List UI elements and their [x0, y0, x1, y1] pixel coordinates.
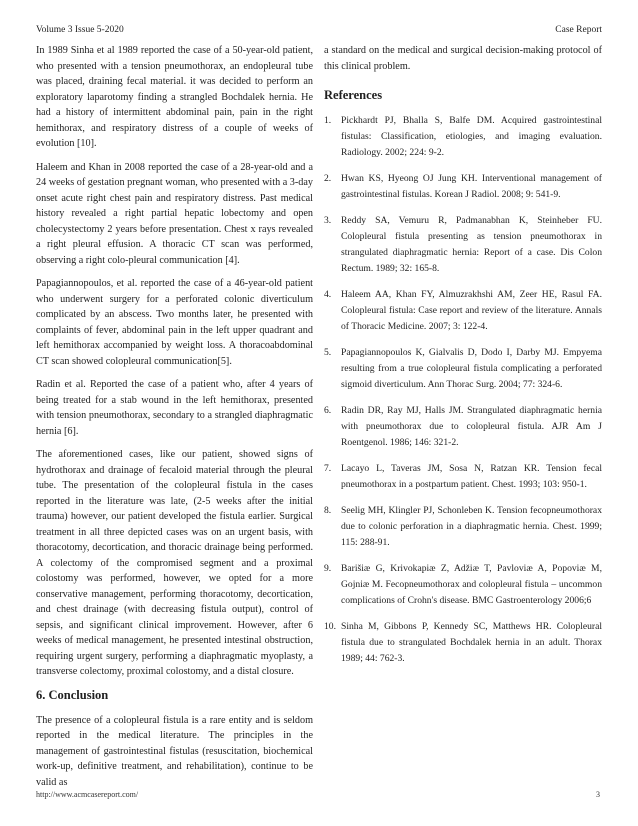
- journal-volume: Volume 3 Issue 5-2020: [36, 25, 124, 35]
- reference-number: 5.: [324, 347, 332, 358]
- reference-item: [324, 287, 602, 335]
- body-paragraph: In 1989 Sinha et al 1989 reported the case of a 50-year-old patient, who presented with a tension pneumothorax, an endopleural tube was placed, draining fecal material. it was decided to perform an exploratory laparotomy finding a strangled Bochdalek hernia. He had a history of intermittent abdominal pain, pain in the right hemithorax, and respiratory distress of a couple of weeks of evolution [10].: [36, 45, 313, 149]
- conclusion-continuation: a standard on the medical and surgical decision-making protocol of this clinical problem.: [324, 45, 602, 72]
- reference-text: Radin DR, Ray MJ, Halls JM. Strangulated diaphragmatic hernia with pneumothorax due to colopleural fistula. AJR Am J Roentgenol. 1986; 146: 321-2.: [341, 405, 602, 448]
- reference-number: 1.: [324, 115, 332, 126]
- reference-text: Seelig MH, Klingler PJ, Schonleben K. Tension fecopneumothorax due to colonic perforation in a diaphragmatic hernia. Chest. 1999; 115: 288-91.: [341, 505, 602, 548]
- reference-item: [324, 113, 602, 161]
- reference-text: Papagiannopoulos K, Gialvalis D, Dodo I, Darby MJ. Empyema resulting from a true colopleural fistula complicating a perforated sigmoid diverticulum. Ann Thorac Surg. 2004; 77: 324-6.: [341, 347, 602, 390]
- reference-text: Reddy SA, Vemuru R, Padmanabhan K, Steinheber FU. Colopleural fistula presenting as tension pneumothorax in strangulated diaphragmatic hernia: Report of a case. Dis Colon Rectum. 1989; 32: 165-8.: [341, 215, 602, 274]
- references-heading: References: [324, 88, 383, 102]
- reference-text: Haleem AA, Khan FY, Almuzrakhshi AM, Zeer HE, Rasul FA. Colopleural fistula: Case report and review of the literature. Annals of Thoracic Medicine. 2007; 3: 122-4.: [341, 289, 602, 332]
- reference-item: [324, 345, 602, 393]
- body-paragraph: Haleem and Khan in 2008 reported the case of a 28-year-old and a 24 weeks of gestation pregnant woman, who presented with a 3-day onset acute right chest pain and respiratory distress. Past medical history revealed a right partial hepatic lobectomy and open cholecystectomy 2 years before presentation. Chest x rays revealed a right pleural effusion. A thoracic CT scan was performed, observing a right colo-pleural communication [4].: [36, 161, 313, 266]
- reference-item: [324, 461, 602, 493]
- reference-item: [324, 213, 602, 277]
- reference-text: Barišiæ G, Krivokapiæ Z, Adžiæ T, Pavloviæ A, Popoviæ M, Gojniæ M. Fecopneumothorax and colopleural fistula – uncommon complications of Crohn's disease. BMC Gastroenterology 2006;6: [341, 563, 602, 606]
- reference-text: Sinha M, Gibbons P, Kennedy SC, Matthews HR. Colopleural fistula due to strangulated Bochdalek hernia in an adult. Thorax 1989; 44: 762-3.: [341, 621, 602, 664]
- reference-text: Pickhardt PJ, Bhalla S, Balfe DM. Acquired gastrointestinal fistulas: Classification, etiologies, and imaging evaluation. Radiology. 2002; 224: 9-2.: [341, 115, 602, 158]
- reference-item: [324, 619, 602, 667]
- article-type: Case Report: [555, 25, 602, 35]
- reference-item: [324, 403, 602, 451]
- footer-url[interactable]: http://www.acmcasereport.com/: [36, 790, 139, 799]
- left-column: [36, 43, 313, 798]
- body-paragraph: Papagiannopoulos, et al. reported the case of a 46-year-old patient who underwent surgery for a perforated colonic diverticulum complicated by an abscess. Two months later, he presented with complaints of fever, abdominal pain in the left upper quadrant and left hemithorax accompanied by weight loss. A thoracoabdominal CT scan showed colopleural communication[5].: [36, 278, 313, 367]
- reference-number: 8.: [324, 505, 332, 516]
- reference-item: [324, 171, 602, 203]
- reference-number: 10.: [324, 621, 336, 632]
- body-paragraph: The aforementioned cases, like our patient, showed signs of hydrothorax and drainage of fecaloid material through the pleural tube. The presentation of the colopleural fistula in the cases reported in the literature was late, (2-5 weeks after the initial trauma) however, our patient developed the fistula earlier. Surgical treatment in all three depicted cases was on an urgent basis, with thoracotomy, decortication, and thoracic drainage being performed. A colectomy of the compromised segment and a proximal colostomy was performed, however, we opted for a more conservative management, performing thoracotomy, decortication, and chest drainage (with decreasing fistula output), control of sepsis, and significant clinical improvement. However, after 6 weeks of medical management, he presented intestinal obstruction, requiring urgent surgery, performing a diaphragmatic myoplasty, a transverse colectomy, proximal colostomy, and a distal closure.: [36, 449, 313, 677]
- reference-number: 4.: [324, 289, 332, 300]
- reference-number: 6.: [324, 405, 332, 416]
- conclusion-paragraph: The presence of a colopleural fistula is a rare entity and is seldom reported in the medical literature. The principles in the management of gastrointestinal fistulas (resuscitation, biochemical work-up, definitive treatment, and rehabilitation), continue to be valid as: [36, 714, 313, 788]
- conclusion-heading: 6. Conclusion: [36, 687, 109, 702]
- reference-number: 3.: [324, 215, 332, 226]
- page-number: 3: [596, 790, 600, 799]
- body-paragraph: Radin et al. Reported the case of a patient who, after 4 years of being treated for a stab wound in the left hemithorax, presented with tension pneumothorax, secondary to a strangled diaphragmatic hernia [6].: [36, 379, 313, 437]
- reference-number: 7.: [324, 463, 332, 474]
- reference-number: 9.: [324, 563, 332, 574]
- reference-item: [324, 561, 602, 609]
- right-column: [324, 43, 602, 677]
- reference-text: Lacayo L, Taveras JM, Sosa N, Ratzan KR. Tension fecal pneumothorax in a postpartum patient. Chest. 1993; 103: 950-1.: [341, 463, 602, 490]
- reference-text: Hwan KS, Hyeong OJ Jung KH. Interventional management of gastrointestinal fistulas. Korean J Radiol. 2008; 9: 541-9.: [341, 173, 602, 200]
- reference-item: [324, 503, 602, 551]
- reference-number: 2.: [324, 173, 332, 184]
